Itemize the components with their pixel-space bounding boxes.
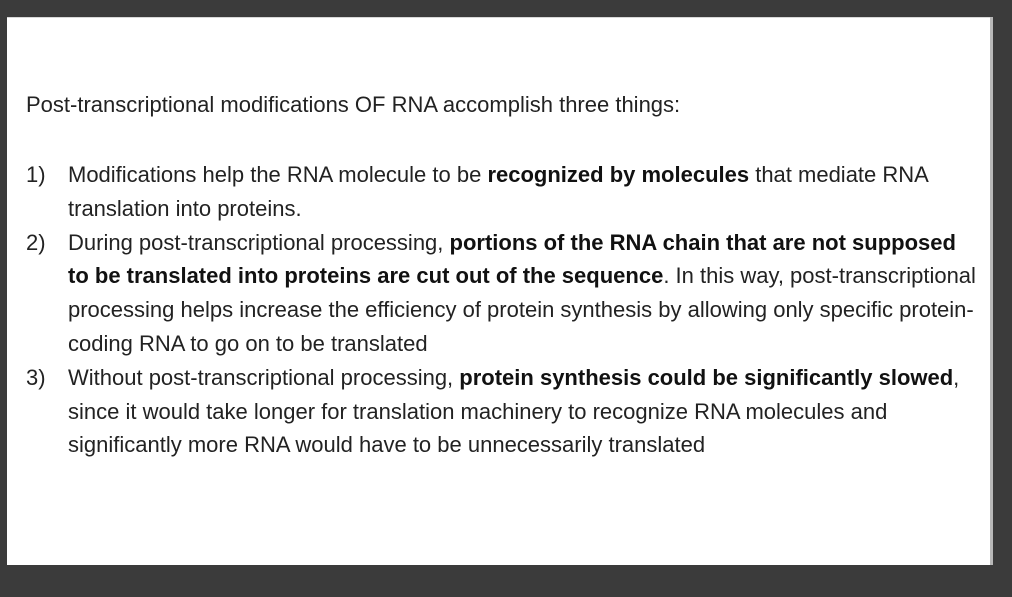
slide [7,17,993,565]
item-text: Without post-transcriptional processing, [68,364,460,390]
slide-heading: Post-transcriptional modifications OF RNA accomplish three things: [26,92,681,117]
list-number: 1) [26,162,46,187]
item-bold-text: protein synthesis could be significantly slowed [459,364,954,390]
item-text: . In this way, post-transcriptional processing helps increase the efficiency of protein synthesis by allowing only specific protein- coding RNA to go on to be translated [68,263,976,356]
slide-border [7,17,990,18]
list-number: 3) [26,364,46,390]
item-text: During post-transcriptional processing, [68,229,450,255]
item-text: Modifications help the RNA molecule to be [68,162,488,187]
list-item [26,226,976,361]
item-bold-text: recognized by molecules [487,162,750,187]
item-bold-text: portions of the RNA chain that are not supposed to be translated into proteins are cut out of the sequence [68,229,956,289]
list-number: 2) [26,229,46,255]
numbered-list [26,158,976,462]
item-text: that mediate RNA translation into proteins. [68,162,928,221]
list-item [26,158,976,226]
item-text: , since it would take longer for translation machinery to recognize RNA molecules and significantly more RNA would have to be unnecessarily translated [68,364,960,458]
list-item [26,361,976,462]
bottom-frame [0,573,1012,597]
